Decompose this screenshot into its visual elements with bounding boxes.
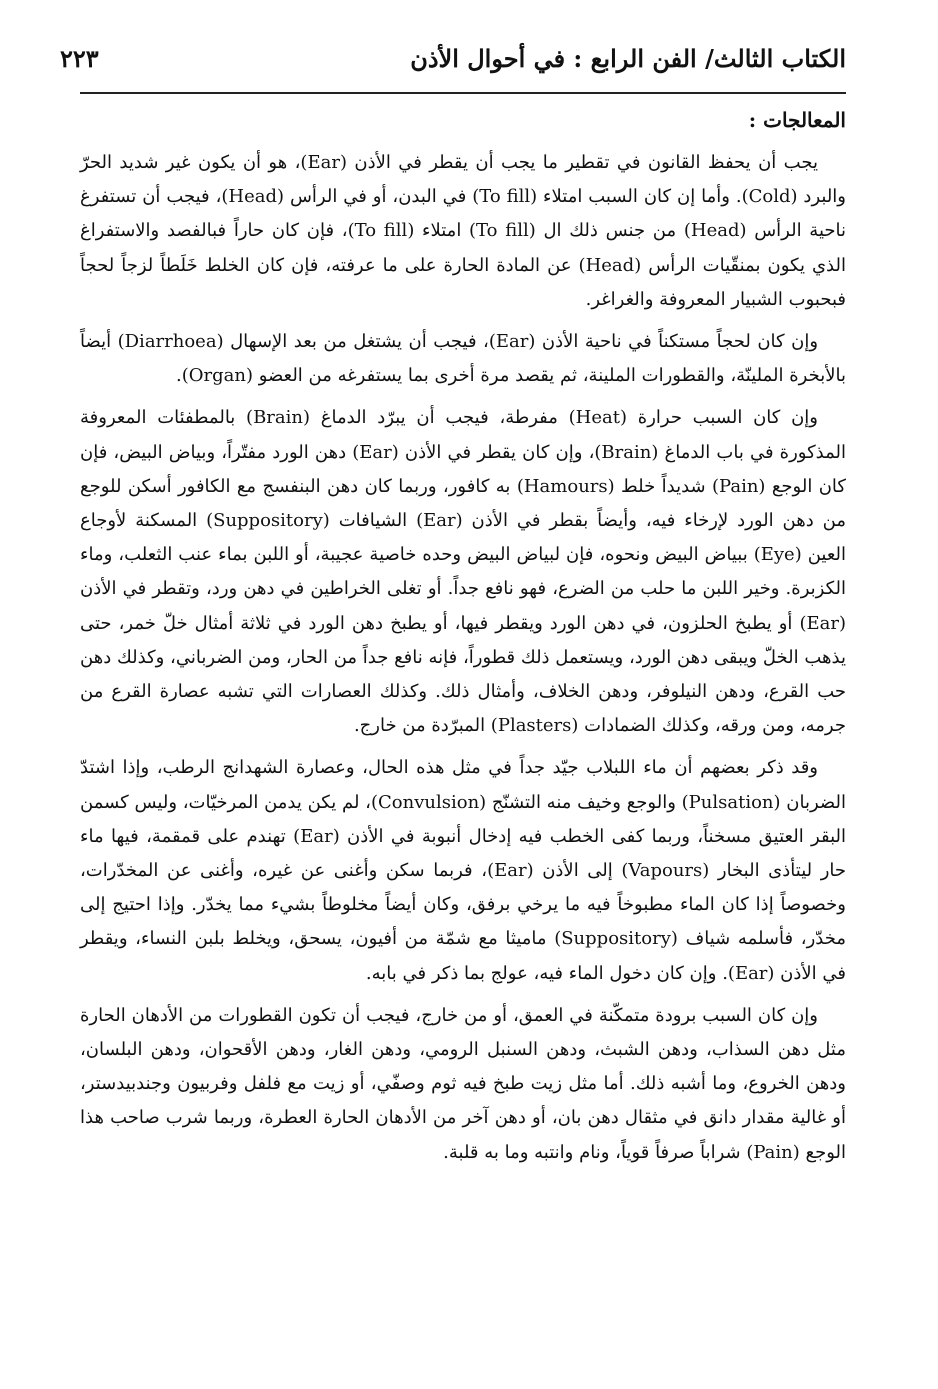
page-header — [60, 36, 846, 80]
page-number: ٢٢٣ — [60, 43, 99, 73]
paragraph: وإن كان السبب حرارة (Heat) مفرطة، فيجب أن يبرّد الدماغ (Brain) بالمطفئات المعروفة المذكورة في باب الدماغ (Brain)، وإن كان يقطر في الأذن (Ear) دهن الورد مفتّراً، وبياض البيض، فإن كان الوجع (Pain) شديداً خلط (Hamours) به كافور، وربما كان دهن البنفسج مع الكافور أسكن للوجع من دهن الورد لإرخاء فيه، وأيضاً بقطر في الأذن (Ear) الشيافات (Suppository) المسكنة لأوجاع العين (Eye) ببياض البيض ونحوه، فإن لبياض البيض وحده خاصية عجيبة، أو اللبن بماء عنب الثعلب، وماء الكزبرة. وخير اللبن ما حلب من الضرع، فهو نافع جداً. أو تغلى الخراطين في دهن ورد، وتقطر في الأذن (Ear) أو يطبخ الحلزون، في دهن الورد ويقطر فيها، أو يطبخ دهن الورد في ثلاثة أمثال خلّ خمر، حتى يذهب الخلّ ويبقى دهن الورد، ويستعمل ذلك قطوراً، فإنه نافع جداً من الحار، ومن الضرباني، وكذلك دهن حب القرع، ودهن النيلوفر، ودهن الخلاف، وأمثال ذلك. وكذلك العصارات التي تشبه عصارة القرع من جرمه، ومن ورقه، وكذلك الضمادات (Plasters) المبرّدة من خارج. — [80, 407, 847, 737]
paragraph: وإن كان لحجاً مستكناً في ناحية الأذن (Ear)، فيجب أن يشتغل من بعد الإسهال (Diarrhoea) أيضاً بالأبخرة الملينّة، والقطورات الملينة، ثم يقصد مرة أخرى بما يستفرغه من العضو (Organ). — [80, 331, 846, 387]
page-body — [80, 100, 846, 1369]
paragraph: وقد ذكر بعضهم أن ماء اللبلاب جيّد جداً في مثل هذه الحال، وعصارة الشهدانج الرطب، وإذا اشتدّ الضربان (Pulsation) والوجع وخيف منه التشنّج (Convulsion)، لم يكن يدمن المرخيّات، وليس كسمن البقر العتيق مسخناً، وربما كفى الخطب فيه إدخال أنبوبة في الأذن (Ear) تهندم على قمقمة، فيها ماء حار ليتأذى البخار (Vapours) إلى الأذن (Ear)، فربما سكن وأغنى عن غيره، وأغنى عن المخدّرات، وخصوصاً إذا كان الماء مطبوخاً فيه ما يرخي برفق، وكان أيضاً مخلوطاً بشيء مما يخدّر. وإذا احتيج إلى مخدّر، فأسلمه شياف (Suppository) ماميثا مع شمّة من أفيون، يسحق، ويخلط بلبن النساء، ويقطر في الأذن (Ear). وإن كان دخول الماء فيه، عولج بما ذكر في بابه. — [80, 757, 847, 984]
paragraph: وإن كان السبب برودة متمكّنة في العمق، أو من خارج، فيجب أن تكون القطورات من الأدهان الحارة مثل دهن السذاب، ودهن الشبث، ودهن السنبل الرومي، ودهن الغار، ودهن الأقحوان، ودهن البلسان، ودهن الخروع، وما أشبه ذلك. أما مثل زيت طبخ فيه ثوم وصفّي، أو زيت مع فلفل وفربيون وجندبيدستر، أو غالية مقدار دانق في مثقال دهن بان، أو دهن آخر من الأدهان الحارة العطرة، وربما شرب صاحب هذا الوجع (Pain) شراباً صرفاً قوياً، ونام وانتبه وما به قلبة. — [80, 1004, 846, 1163]
section-heading: المعالجات : — [748, 108, 846, 132]
header-rule — [80, 92, 846, 94]
running-head: الكتاب الثالث/ الفن الرابع : في أحوال الأذن — [410, 43, 846, 73]
paragraph: يجب أن يحفظ القانون في تقطير ما يجب أن يقطر في الأذن (Ear)، هو أن يكون غير شديد الحرّ والبرد (Cold). وأما إن كان السبب امتلاء (To fill) في البدن، أو في الرأس (Head)، فيجب أن تستفرغ ناحية الرأس (Head) من جنس ذلك ال (To fill) امتلاء (To fill)، فإن كان حاراً فبالفصد والاستفراغ الذي يكون بمنقّيات الرأس (Head) عن المادة الحارة على ما عرفته، فإن كان الخلط خَلَطاً لزجاً لحجاً فبحبوب الشبيار المعروفة والغراغر. — [80, 152, 847, 310]
